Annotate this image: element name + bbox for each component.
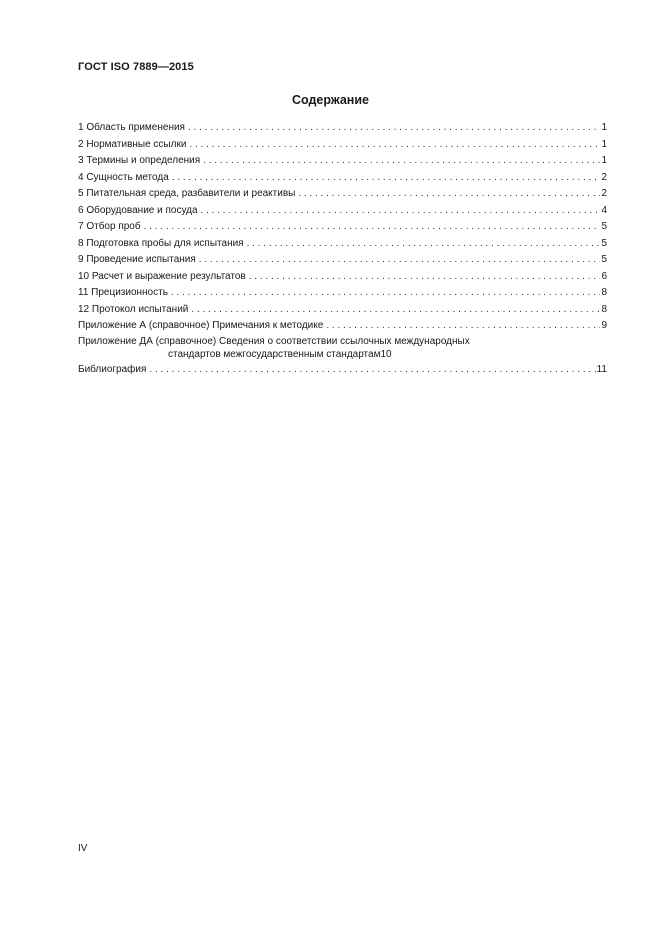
dot-leader <box>249 269 601 286</box>
toc-entry-label: 12 Протокол испытаний <box>78 303 189 315</box>
toc-entry-page: 6 <box>601 270 607 282</box>
toc-entry-label: 1 Область применения <box>78 122 185 133</box>
dot-leader <box>149 362 595 379</box>
toc-entry-page: 10 <box>380 348 392 360</box>
toc-entry-bibliography[interactable] <box>78 362 607 379</box>
toc-entry-label-line1: Приложение ДА (справочное) Сведения о соответствии ссылочных международных <box>78 335 470 347</box>
toc-entry[interactable] <box>78 203 607 220</box>
toc-entry-page: 4 <box>601 204 607 216</box>
dot-leader <box>298 186 600 203</box>
toc-entry-page: 5 <box>601 221 607 232</box>
toc-entry-label: 4 Сущность метода <box>78 171 169 183</box>
dot-leader <box>326 318 600 335</box>
toc-entry-page: 9 <box>601 320 607 331</box>
toc-entry-page: 1 <box>601 155 607 166</box>
toc-entry-label: Приложение А (справочное) Примечания к методике <box>78 320 324 331</box>
document-header: ГОСТ ISO 7889—2015 <box>78 61 194 73</box>
toc-entry[interactable] <box>78 153 607 170</box>
toc-entry-label: 9 Проведение испытания <box>78 254 196 265</box>
dot-leader <box>144 219 601 236</box>
toc-entry-page: 11 <box>596 363 607 375</box>
toc-entry-page: 2 <box>601 171 607 183</box>
toc-entry-label-line2: стандартов межгосударственным стандартам <box>168 348 381 360</box>
table-of-contents <box>78 120 607 378</box>
toc-entry-label: 6 Оборудование и посуда <box>78 204 198 216</box>
toc-entry-page: 5 <box>601 237 607 249</box>
toc-entry[interactable] <box>78 137 607 154</box>
dot-leader <box>189 137 600 154</box>
contents-title: Содержание <box>291 93 369 107</box>
toc-entry-label: 5 Питательная среда, разбавители и реактивы <box>78 188 296 199</box>
toc-entry[interactable] <box>78 186 607 203</box>
toc-entry-page: 8 <box>601 287 607 298</box>
toc-entry[interactable] <box>78 302 607 319</box>
dot-leader <box>201 203 601 220</box>
toc-entry[interactable] <box>78 269 607 286</box>
dot-leader <box>172 170 601 187</box>
toc-entry-page: 2 <box>601 188 607 199</box>
toc-entry-label: 10 Расчет и выражение результатов <box>78 270 246 282</box>
toc-entry[interactable] <box>78 170 607 187</box>
toc-entry-label: 3 Термины и определения <box>78 155 201 166</box>
dot-leader <box>199 252 601 269</box>
toc-entry-label: 11 Прецизионность <box>78 287 168 298</box>
toc-entry-page: 1 <box>601 122 607 133</box>
page-number: IV <box>78 843 88 854</box>
toc-entry-label: 2 Нормативные ссылки <box>78 138 187 150</box>
toc-entry[interactable] <box>78 318 607 335</box>
toc-entry-page: 8 <box>601 303 607 315</box>
toc-entry-label: Библиография <box>78 363 147 375</box>
toc-entry-label: 7 Отбор проб <box>78 221 141 232</box>
toc-entry[interactable] <box>78 285 607 302</box>
toc-entry-annex-da[interactable] <box>78 335 607 362</box>
toc-entry-page: 1 <box>601 138 607 150</box>
toc-entry-page: 5 <box>601 254 607 265</box>
toc-entry[interactable] <box>78 236 607 253</box>
dot-leader <box>171 285 601 302</box>
toc-entry[interactable] <box>78 252 607 269</box>
dot-leader <box>191 302 600 319</box>
toc-entry[interactable] <box>78 219 607 236</box>
toc-entry[interactable] <box>78 120 607 137</box>
dot-leader <box>188 120 600 137</box>
dot-leader <box>203 153 600 170</box>
toc-entry-label: 8 Подготовка пробы для испытания <box>78 237 244 249</box>
dot-leader <box>247 236 601 253</box>
